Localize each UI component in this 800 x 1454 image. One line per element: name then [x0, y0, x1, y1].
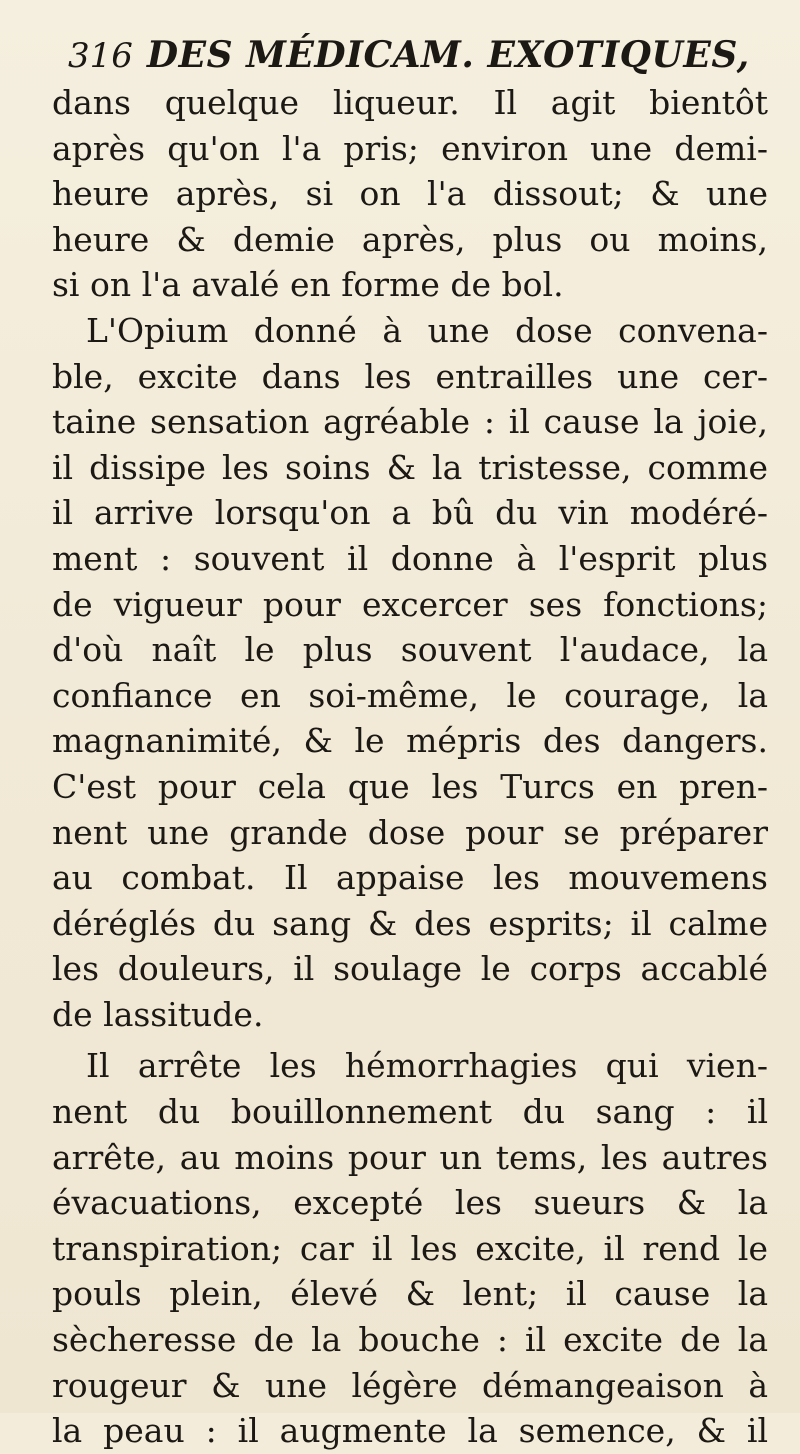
text-line: il arrive lorsqu'on a bû du vin modéré-	[52, 493, 768, 533]
text-line: transpiration; car il les excite, il rend le	[52, 1228, 768, 1268]
text-line: après qu'on l'a pris; environ une demi-	[52, 128, 768, 168]
text-line: les douleurs, il soulage le corps accablé	[52, 949, 768, 989]
text-line: il dissipe les soins & la tristesse, comme	[52, 447, 768, 487]
text-line: d'où naît le plus souvent l'audace, la	[52, 630, 768, 670]
text-line: ment : souvent il donne à l'esprit plus	[52, 538, 768, 578]
text-line: heure & demie après, plus ou moins,	[52, 219, 768, 259]
running-title: DES MÉDICAM. EXOTIQUES,	[146, 34, 750, 76]
text-line: sècheresse de la bouche : il excite de la	[52, 1320, 768, 1360]
text-line: L'Opium donné à une dose convena-	[86, 310, 768, 350]
text-line: magnanimité, & le mépris des dangers.	[52, 721, 768, 761]
text-line: ble, excite dans les entrailles une cer-	[52, 356, 768, 396]
text-line: arrête, au moins pour un tems, les autres	[52, 1137, 768, 1177]
text-line: nent une grande dose pour se préparer	[52, 812, 768, 852]
text-line: confiance en soi-même, le courage, la	[52, 675, 768, 715]
text-line: heure après, si on l'a dissout; & une	[52, 174, 768, 214]
text-line: Il arrête les hémorrhagies qui vien-	[86, 1046, 768, 1086]
text-line: déréglés du sang & des esprits; il calme	[52, 903, 768, 943]
text-line: nent du bouillonnement du sang : il	[52, 1092, 768, 1132]
page-header	[68, 34, 768, 82]
text-line: rougeur & une légère démangeaison à	[52, 1365, 768, 1405]
text-line: si on l'a avalé en forme de bol.	[52, 265, 564, 305]
body-text	[52, 80, 768, 1454]
text-line: évacuations, excepté les sueurs & la	[52, 1183, 768, 1223]
text-line: au combat. Il appaise les mouvemens	[52, 858, 768, 898]
page-number: 316	[68, 36, 133, 76]
text-line: de lassitude.	[52, 994, 264, 1034]
text-line: pouls plein, élevé & lent; il cause la	[52, 1274, 768, 1314]
text-line: la peau : il augmente la semence, & il	[52, 1411, 768, 1451]
text-line: taine sensation agréable : il cause la joie,	[52, 402, 768, 442]
text-line: C'est pour cela que les Turcs en pren-	[52, 766, 768, 806]
text-line: de vigueur pour excercer ses fonctions;	[52, 584, 768, 624]
text-line: dans quelque liqueur. Il agit bientôt	[52, 83, 768, 122]
